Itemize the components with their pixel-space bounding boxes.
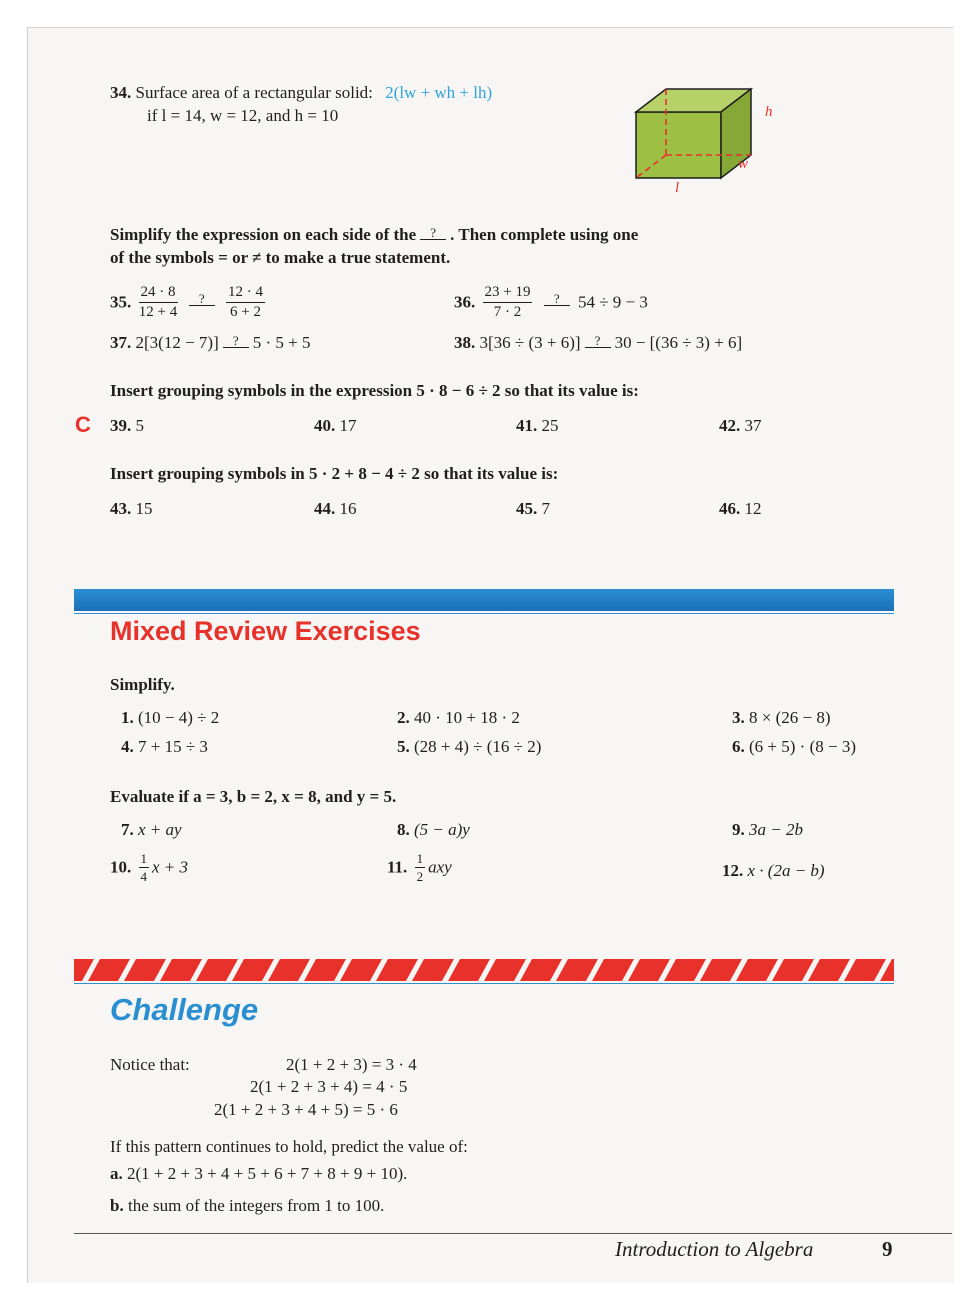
exercise-34 xyxy=(110,83,492,103)
grouping-instruction-1: Insert grouping symbols in the expression 5 · 8 − 6 ÷ 2 so that its value is: xyxy=(110,381,639,400)
exercise-34-text: Surface area of a rectangular solid: xyxy=(135,83,373,102)
review-item-11: 11. $\frac{1}{2}$ axy xyxy=(387,851,452,884)
review-item-12: 12. x · (2a − b) xyxy=(722,861,825,880)
figure-label-l: l xyxy=(675,180,680,194)
review-item-2: 2. 40 · 10 + 18 · 2 xyxy=(397,708,520,727)
section-rule xyxy=(74,983,894,984)
challenge-part-a: a. 2(1 + 2 + 3 + 4 + 5 + 6 + 7 + 8 + 9 + 10). xyxy=(110,1164,408,1183)
exercise-number: 34. xyxy=(110,83,132,102)
review-item-9: 9. 3a − 2b xyxy=(732,820,803,839)
textbook-page xyxy=(27,27,954,1283)
exercise-43: 43. 15 xyxy=(110,499,153,518)
surface-area-formula: 2(lw + wh + lh) xyxy=(385,83,493,102)
fraction: $\frac{12 \cdot 4}{6 + 2}$ xyxy=(228,284,263,320)
exercise-35: 35. $\frac{24 \cdot 8}{12 + 4}$ ? $\frac{12 \cdot 4}{6 + 2}$ xyxy=(110,284,263,320)
challenge-heading: Challenge xyxy=(110,992,259,1027)
fraction: $\frac{24 \cdot 8}{12 + 4}$ xyxy=(138,284,178,320)
figure-label-h: h xyxy=(765,104,773,120)
pattern-line-1: 2(1 + 2 + 3) = 3 · 4 xyxy=(286,1055,417,1074)
exercise-39: 39. 5 xyxy=(110,416,144,435)
predict-text: If this pattern continues to hold, predict the value of: xyxy=(110,1137,468,1156)
review-item-8: 8. (5 − a)y xyxy=(397,820,470,839)
exercise-46: 46. 12 xyxy=(719,499,762,518)
exercise-36: 36. $\frac{23 + 19}{7 \cdot 2}$ ? 54 ÷ 9 − 3 xyxy=(454,284,648,320)
exercise-44: 44. 16 xyxy=(314,499,357,518)
review-item-5: 5. (28 + 4) ÷ (16 ÷ 2) xyxy=(397,737,542,756)
figure-label-w: w xyxy=(738,156,749,172)
exercise-40: 40. 17 xyxy=(314,416,357,435)
simplify-label: Simplify. xyxy=(110,675,175,694)
notice-label: Notice that: xyxy=(110,1055,190,1074)
exercise-42: 42. 37 xyxy=(719,416,762,435)
evaluate-label: Evaluate if a = 3, b = 2, x = 8, and y = 5. xyxy=(110,787,397,806)
review-item-3: 3. 8 × (26 − 8) xyxy=(732,708,831,727)
exercise-37: 37. 2[3(12 − 7)] ? 5 · 5 + 5 xyxy=(110,333,311,352)
simplify-instruction-line1: Simplify the expression on each side of the ? . Then complete using one xyxy=(110,225,639,244)
pattern-line-3: 2(1 + 2 + 3 + 4 + 5) = 5 · 6 xyxy=(214,1100,398,1119)
review-item-4: 4. 7 + 15 ÷ 3 xyxy=(121,737,208,756)
review-item-6: 6. (6 + 5) · (8 − 3) xyxy=(732,737,856,756)
exercise-41: 41. 25 xyxy=(516,416,559,435)
exercise-45: 45. 7 xyxy=(516,499,550,518)
footer-rule xyxy=(74,1233,952,1234)
review-item-10: 10. $\frac{1}{4}$ x + 3 xyxy=(110,851,189,884)
challenge-part-b: b. the sum of the integers from 1 to 100. xyxy=(110,1196,385,1215)
pattern-line-2: 2(1 + 2 + 3 + 4) = 4 · 5 xyxy=(250,1077,408,1096)
mixed-review-heading: Mixed Review Exercises xyxy=(110,616,421,646)
fraction: $\frac{1}{2}$ xyxy=(416,851,424,884)
challenge-banner xyxy=(74,959,894,981)
mixed-review-banner xyxy=(74,589,894,611)
section-rule xyxy=(74,613,894,614)
fraction: $\frac{1}{4}$ xyxy=(140,851,147,884)
review-item-1: 1. (10 − 4) ÷ 2 xyxy=(121,708,220,727)
review-item-7: 7. x + ay xyxy=(121,820,182,839)
footer-chapter-title: Introduction to Algebra xyxy=(615,1237,814,1261)
rectangular-solid-figure xyxy=(628,82,788,194)
challenge-level-marker: C xyxy=(75,412,91,437)
stripe-pattern xyxy=(74,959,894,981)
fraction: $\frac{23 + 19}{7 \cdot 2}$ xyxy=(484,284,531,320)
grouping-instruction-2: Insert grouping symbols in 5 · 2 + 8 − 4 ÷ 2 so that its value is: xyxy=(110,464,559,483)
page-number: 9 xyxy=(882,1237,893,1261)
simplify-instruction-line2: of the symbols = or ≠ to make a true statement. xyxy=(110,248,451,267)
exercise-34-condition: if l = 14, w = 12, and h = 10 xyxy=(147,106,339,125)
exercise-38: 38. 3[36 ÷ (3 + 6)] ? 30 − [(36 ÷ 3) + 6] xyxy=(454,333,743,352)
